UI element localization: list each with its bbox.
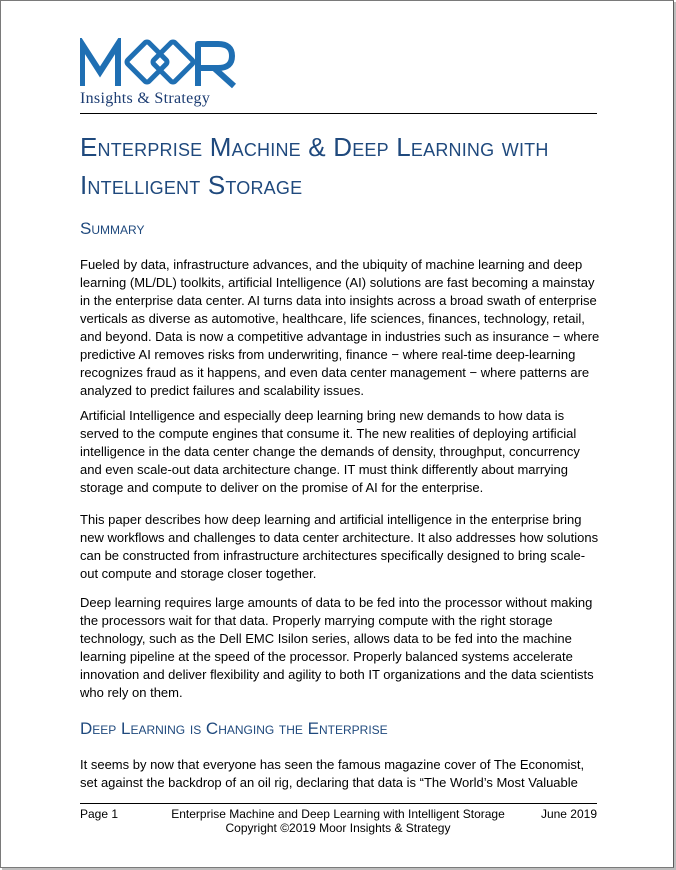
company-logo — [80, 38, 240, 110]
summary-paragraph-1: Fueled by data, infrastructure advances, and the ubiquity of machine learning and deep learning (ML/DL) toolkits, artificial Intelligence (AI) solutions are fast becoming a mainstay in the enterprise data center. AI turns data into insights across a broad swath of enterprise verticals as diverse as automotive, healthcare, life sciences, finances, technology, retail, and beyond. Data is now a competitive advantage in industries such as insurance − where predictive AI removes risks from underwriting, finance − where real-time deep-learning recognizes fraud as it happens, and even data center management − where patterns are analyzed to predict failures and scalability issues. — [80, 257, 600, 398]
document-title: Enterprise Machine & Deep Learning with Intelligent Storage — [80, 132, 549, 200]
footer-date: June 2019 — [540, 807, 597, 821]
logo-subtitle: Insights & Strategy — [80, 90, 211, 107]
footer-page-number: Page 1 — [80, 807, 119, 821]
footer-rule — [80, 803, 597, 804]
moor-logo-mark — [80, 38, 240, 90]
summary-paragraph-4: Deep learning requires large amounts of data to be fed into the processor without making the processors wait for that data. Properly marrying compute with the right storage technology, such as the Dell EMC Isilon series, allows data to be fed into the machine learning pipeline at the speed of the processor. Properly balanced systems accelerate innovation and deliver flexibility and agility to both IT organizations and the data scientists who rely on them. — [80, 595, 594, 700]
summary-paragraph-3: This paper describes how deep learning and artificial intelligence in the enterprise bring new workflows and challenges to data center architecture. It also addresses how solutions can be constructed from infrastructure architectures specifically designed to bring scale-out compute and storage closer together. — [80, 512, 599, 581]
section-heading-deep-learning: Deep Learning is Changing the Enterprise — [80, 719, 388, 738]
footer-copyright: Copyright ©2019 Moor Insights & Strategy — [225, 821, 451, 835]
section-heading-summary: Summary — [80, 219, 145, 238]
header-rule — [80, 113, 597, 114]
footer-center — [168, 807, 508, 835]
deep-learning-paragraph-1: It seems by now that everyone has seen the famous magazine cover of The Economist, set against the backdrop of an oil rig, declaring that data is “The World’s Most Valuable — [80, 757, 585, 790]
summary-paragraph-2: Artificial Intelligence and especially deep learning bring new demands to how data is served to the compute engines that consume it. The new realities of deploying artificial intelligence in the data center change the demands of density, throughput, concurrency and even scale-out data architecture change. IT must think differently about marrying storage and compute to deliver on the promise of AI for the enterprise. — [80, 408, 580, 495]
footer-document-name: Enterprise Machine and Deep Learning with Intelligent Storage — [171, 807, 505, 821]
